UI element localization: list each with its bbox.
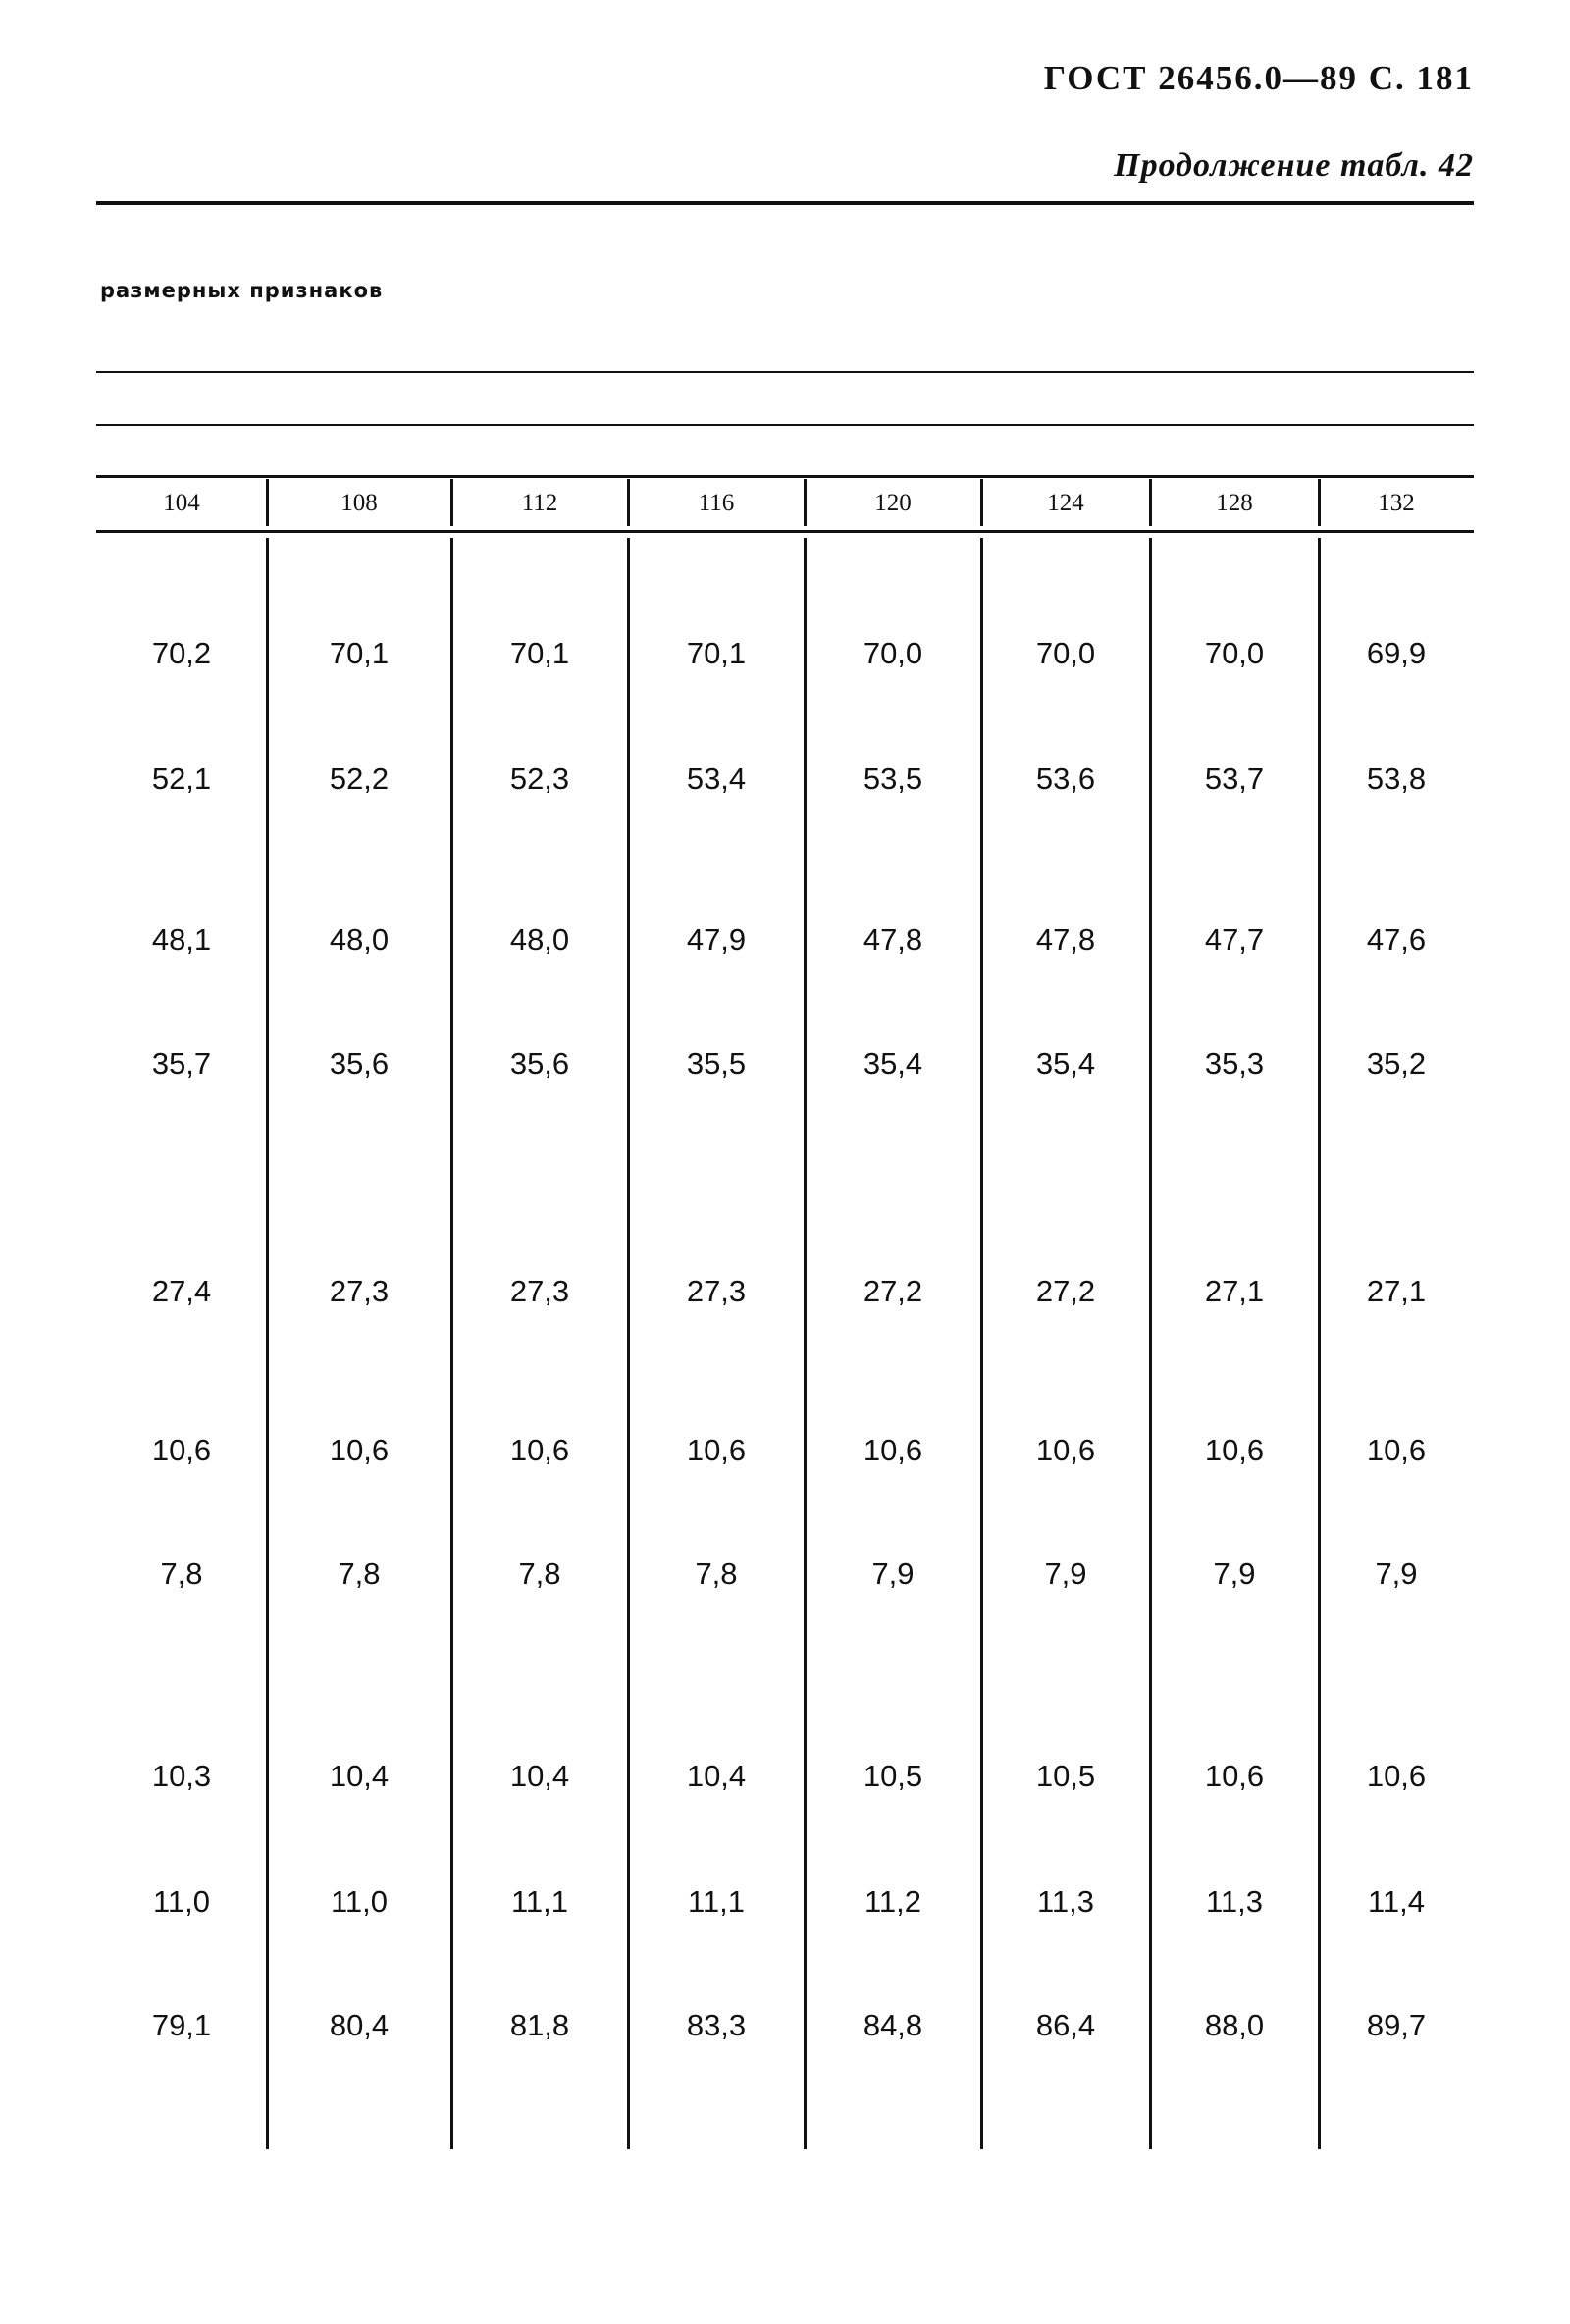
- table-cell: 11,4: [1367, 1884, 1426, 1919]
- table-cell: 48,1: [151, 923, 212, 957]
- table-cell: 79,1: [151, 2008, 212, 2042]
- header-column-separator: [1318, 479, 1321, 526]
- table-cell: 10,5: [1035, 1759, 1096, 1793]
- table-cell: 35,4: [1035, 1046, 1096, 1081]
- body-column-separator: [980, 538, 983, 2149]
- header-column-separator: [1149, 479, 1152, 526]
- table-cell: 10,6: [863, 1433, 923, 1467]
- table-cell: 7,9: [1375, 1557, 1418, 1591]
- column-header: 128: [1216, 490, 1253, 516]
- table-cell: 53,5: [863, 762, 923, 796]
- table-cell: 10,4: [509, 1759, 570, 1793]
- table-cell: 10,3: [151, 1759, 212, 1793]
- table-cell: 10,6: [686, 1433, 747, 1467]
- header-column-separator: [804, 479, 807, 526]
- table-cell: 7,8: [160, 1557, 203, 1591]
- column-header: 116: [698, 490, 735, 516]
- table-caption: размерных признаков: [100, 279, 384, 302]
- table-cell: 7,8: [695, 1557, 738, 1591]
- header-rule-1: [96, 371, 1474, 373]
- table-cell: 70,1: [329, 636, 390, 670]
- table-cell: 80,4: [329, 2008, 390, 2042]
- table-cell: 27,4: [151, 1274, 212, 1308]
- table-cell: 7,9: [1044, 1557, 1087, 1591]
- table-cell: 35,2: [1366, 1046, 1427, 1081]
- column-header: 124: [1047, 490, 1084, 516]
- table-cell: 10,6: [509, 1433, 570, 1467]
- table-cell: 70,0: [863, 636, 923, 670]
- table-cell: 70,0: [1204, 636, 1265, 670]
- column-header: 108: [340, 490, 378, 516]
- table-cell: 27,3: [686, 1274, 747, 1308]
- body-column-separator: [804, 538, 807, 2149]
- table-cell: 47,8: [1035, 923, 1096, 957]
- table-cell: 7,9: [1213, 1557, 1256, 1591]
- table-cell: 83,3: [686, 2008, 747, 2042]
- table-cell: 11,1: [687, 1884, 746, 1919]
- header-bottom-rule: [96, 530, 1474, 533]
- table-cell: 84,8: [863, 2008, 923, 2042]
- table-cell: 10,5: [863, 1759, 923, 1793]
- table-cell: 27,2: [863, 1274, 923, 1308]
- table-cell: 47,9: [686, 923, 747, 957]
- table-cell: 47,7: [1204, 923, 1265, 957]
- table-cell: 53,8: [1366, 762, 1427, 796]
- table-cell: 52,2: [329, 762, 390, 796]
- body-column-separator: [1149, 538, 1152, 2149]
- table-cell: 35,5: [686, 1046, 747, 1081]
- table-cell: 27,1: [1366, 1274, 1427, 1308]
- header-column-separator: [266, 479, 269, 526]
- table-cell: 10,6: [1366, 1759, 1427, 1793]
- table-cell: 48,0: [329, 923, 390, 957]
- page-header-title: ГОСТ 26456.0—89 С. 181: [1043, 59, 1474, 97]
- table-cell: 7,9: [871, 1557, 915, 1591]
- table-cell: 70,2: [151, 636, 212, 670]
- table-cell: 11,2: [864, 1884, 922, 1919]
- table-cell: 11,3: [1036, 1884, 1095, 1919]
- table-cell: 47,6: [1366, 923, 1427, 957]
- table-cell: 69,9: [1366, 636, 1427, 670]
- table-cell: 10,4: [329, 1759, 390, 1793]
- table-cell: 10,6: [1204, 1433, 1265, 1467]
- table-cell: 48,0: [509, 923, 570, 957]
- header-column-separator: [627, 479, 630, 526]
- table-cell: 53,4: [686, 762, 747, 796]
- table-cell: 11,3: [1205, 1884, 1264, 1919]
- table-cell: 53,6: [1035, 762, 1096, 796]
- table-cell: 10,6: [1035, 1433, 1096, 1467]
- table-cell: 70,1: [686, 636, 747, 670]
- body-column-separator: [1318, 538, 1321, 2149]
- column-header: 132: [1378, 490, 1415, 516]
- table-cell: 35,7: [151, 1046, 212, 1081]
- table-cell: 10,6: [1204, 1759, 1265, 1793]
- table-cell: 11,0: [330, 1884, 389, 1919]
- column-header: 120: [874, 490, 912, 516]
- table-cell: 35,6: [509, 1046, 570, 1081]
- table-cell: 35,6: [329, 1046, 390, 1081]
- table-cell: 10,6: [329, 1433, 390, 1467]
- table-cell: 11,0: [152, 1884, 211, 1919]
- table-cell: 35,3: [1204, 1046, 1265, 1081]
- table-cell: 10,6: [1366, 1433, 1427, 1467]
- header-column-separator: [980, 479, 983, 526]
- table-cell: 88,0: [1204, 2008, 1265, 2042]
- table-cell: 47,8: [863, 923, 923, 957]
- table-cell: 27,3: [329, 1274, 390, 1308]
- table-cell: 27,2: [1035, 1274, 1096, 1308]
- table-cell: 52,1: [151, 762, 212, 796]
- table-cell: 52,3: [509, 762, 570, 796]
- table-cell: 89,7: [1366, 2008, 1427, 2042]
- table-cell: 70,1: [509, 636, 570, 670]
- column-header: 104: [163, 490, 200, 516]
- table-cell: 35,4: [863, 1046, 923, 1081]
- table-continuation-label: Продолжение табл. 42: [1114, 147, 1474, 184]
- table-cell: 53,7: [1204, 762, 1265, 796]
- top-thick-rule: [96, 201, 1474, 205]
- table-cell: 70,0: [1035, 636, 1096, 670]
- body-column-separator: [266, 538, 269, 2149]
- table-cell: 11,1: [510, 1884, 569, 1919]
- table-cell: 27,1: [1204, 1274, 1265, 1308]
- table-cell: 10,4: [686, 1759, 747, 1793]
- table-cell: 7,8: [518, 1557, 561, 1591]
- table-cell: 86,4: [1035, 2008, 1096, 2042]
- body-column-separator: [450, 538, 453, 2149]
- header-column-separator: [450, 479, 453, 526]
- column-header: 112: [521, 490, 558, 516]
- table-cell: 10,6: [151, 1433, 212, 1467]
- header-rule-2: [96, 424, 1474, 426]
- table-cell: 27,3: [509, 1274, 570, 1308]
- table-cell: 7,8: [338, 1557, 381, 1591]
- table-header-row: [96, 477, 1474, 530]
- body-column-separator: [627, 538, 630, 2149]
- table-cell: 81,8: [509, 2008, 570, 2042]
